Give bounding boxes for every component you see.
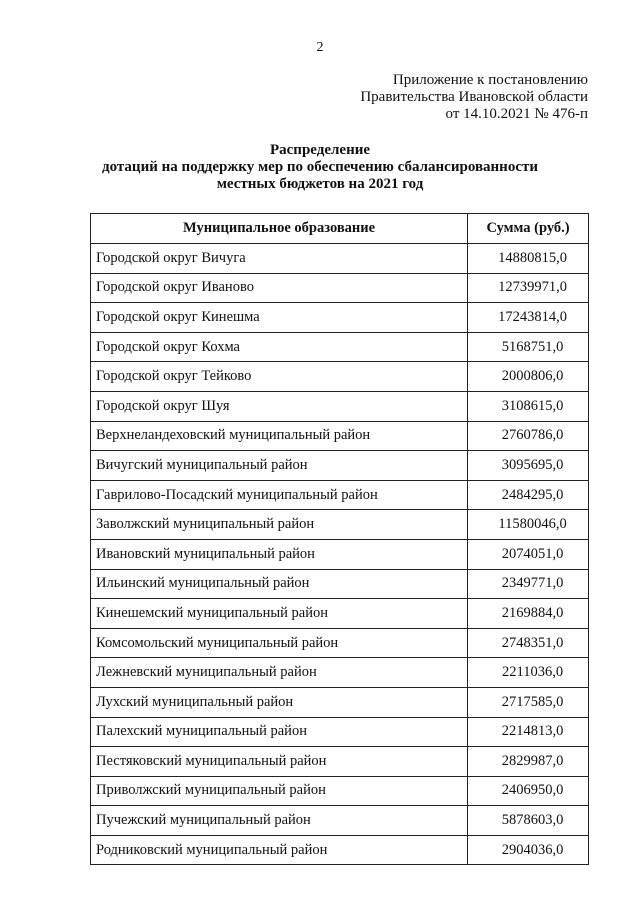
subsidy-amount: 2074051,0 — [468, 539, 589, 569]
appendix-line-1: Приложение к постановлению — [392, 72, 588, 88]
municipality-name: Ильинский муниципальный район — [91, 569, 468, 599]
table-row — [91, 421, 589, 451]
subsidy-amount: 2760786,0 — [468, 421, 589, 451]
page-number: 2 — [316, 40, 324, 55]
subsidy-amount: 5878603,0 — [468, 806, 589, 836]
subsidy-amount: 2748351,0 — [468, 628, 589, 658]
municipality-name: Приволжский муниципальный район — [91, 776, 468, 806]
subsidy-amount: 11580046,0 — [468, 510, 589, 540]
municipality-name: Верхнеландеховский муниципальный район — [91, 421, 468, 451]
table-row — [91, 273, 589, 303]
municipality-name: Гаврилово-Посадский муниципальный район — [91, 480, 468, 510]
header-amount: Сумма (руб.) — [468, 214, 589, 244]
municipality-name: Палехский муниципальный район — [91, 717, 468, 747]
subsidy-amount: 2214813,0 — [468, 717, 589, 747]
municipality-name: Городской округ Тейково — [91, 362, 468, 392]
distribution-table — [90, 213, 589, 865]
header-municipality: Муниципальное образование — [91, 214, 468, 244]
table-row — [91, 480, 589, 510]
table-row — [91, 569, 589, 599]
table-row — [91, 391, 589, 421]
municipality-name: Комсомольский муниципальный район — [91, 628, 468, 658]
subsidy-amount: 2349771,0 — [468, 569, 589, 599]
appendix-note — [360, 72, 588, 123]
table-row — [91, 599, 589, 629]
municipality-name: Городской округ Иваново — [91, 273, 468, 303]
subsidy-amount: 3095695,0 — [468, 451, 589, 481]
title-line-2: дотаций на поддержку мер по обеспечению сбалансированности — [101, 159, 538, 175]
title-line-3: местных бюджетов на 2021 год — [216, 176, 424, 192]
table-row — [91, 510, 589, 540]
municipality-name: Вичугский муниципальный район — [91, 451, 468, 481]
table-row — [91, 332, 589, 362]
subsidy-amount: 14880815,0 — [468, 244, 589, 274]
table-row — [91, 451, 589, 481]
document-title — [0, 142, 640, 193]
municipality-name: Городской округ Шуя — [91, 391, 468, 421]
table-row — [91, 628, 589, 658]
table-row — [91, 303, 589, 333]
table-row — [91, 244, 589, 274]
table-row — [91, 717, 589, 747]
subsidy-amount: 2000806,0 — [468, 362, 589, 392]
subsidy-amount: 2829987,0 — [468, 747, 589, 777]
table-row — [91, 539, 589, 569]
title-line-1: Распределение — [269, 142, 371, 158]
table-row — [91, 835, 589, 865]
table-row — [91, 362, 589, 392]
table-row — [91, 806, 589, 836]
municipality-name: Пестяковский муниципальный район — [91, 747, 468, 777]
table-row — [91, 747, 589, 777]
subsidy-amount: 2211036,0 — [468, 658, 589, 688]
table-header-row — [91, 214, 589, 244]
table-row — [91, 658, 589, 688]
municipality-name: Заволжский муниципальный район — [91, 510, 468, 540]
municipality-name: Кинешемский муниципальный район — [91, 599, 468, 629]
subsidy-amount: 2169884,0 — [468, 599, 589, 629]
municipality-name: Городской округ Кохма — [91, 332, 468, 362]
subsidy-amount: 2717585,0 — [468, 687, 589, 717]
municipality-name: Пучежский муниципальный район — [91, 806, 468, 836]
table-row — [91, 776, 589, 806]
municipality-name: Городской округ Кинешма — [91, 303, 468, 333]
municipality-name: Лухский муниципальный район — [91, 687, 468, 717]
subsidy-amount: 17243814,0 — [468, 303, 589, 333]
table-body — [91, 244, 589, 865]
municipality-name: Лежневский муниципальный район — [91, 658, 468, 688]
municipality-name: Родниковский муниципальный район — [91, 835, 468, 865]
subsidy-amount: 2904036,0 — [468, 835, 589, 865]
municipality-name: Ивановский муниципальный район — [91, 539, 468, 569]
subsidy-amount: 3108615,0 — [468, 391, 589, 421]
appendix-line-3: от 14.10.2021 № 476-п — [445, 106, 588, 122]
subsidy-amount: 5168751,0 — [468, 332, 589, 362]
table-row — [91, 687, 589, 717]
subsidy-amount: 2406950,0 — [468, 776, 589, 806]
appendix-line-2: Правительства Ивановской области — [360, 89, 588, 105]
municipality-name: Городской округ Вичуга — [91, 244, 468, 274]
subsidy-amount: 2484295,0 — [468, 480, 589, 510]
subsidy-amount: 12739971,0 — [468, 273, 589, 303]
